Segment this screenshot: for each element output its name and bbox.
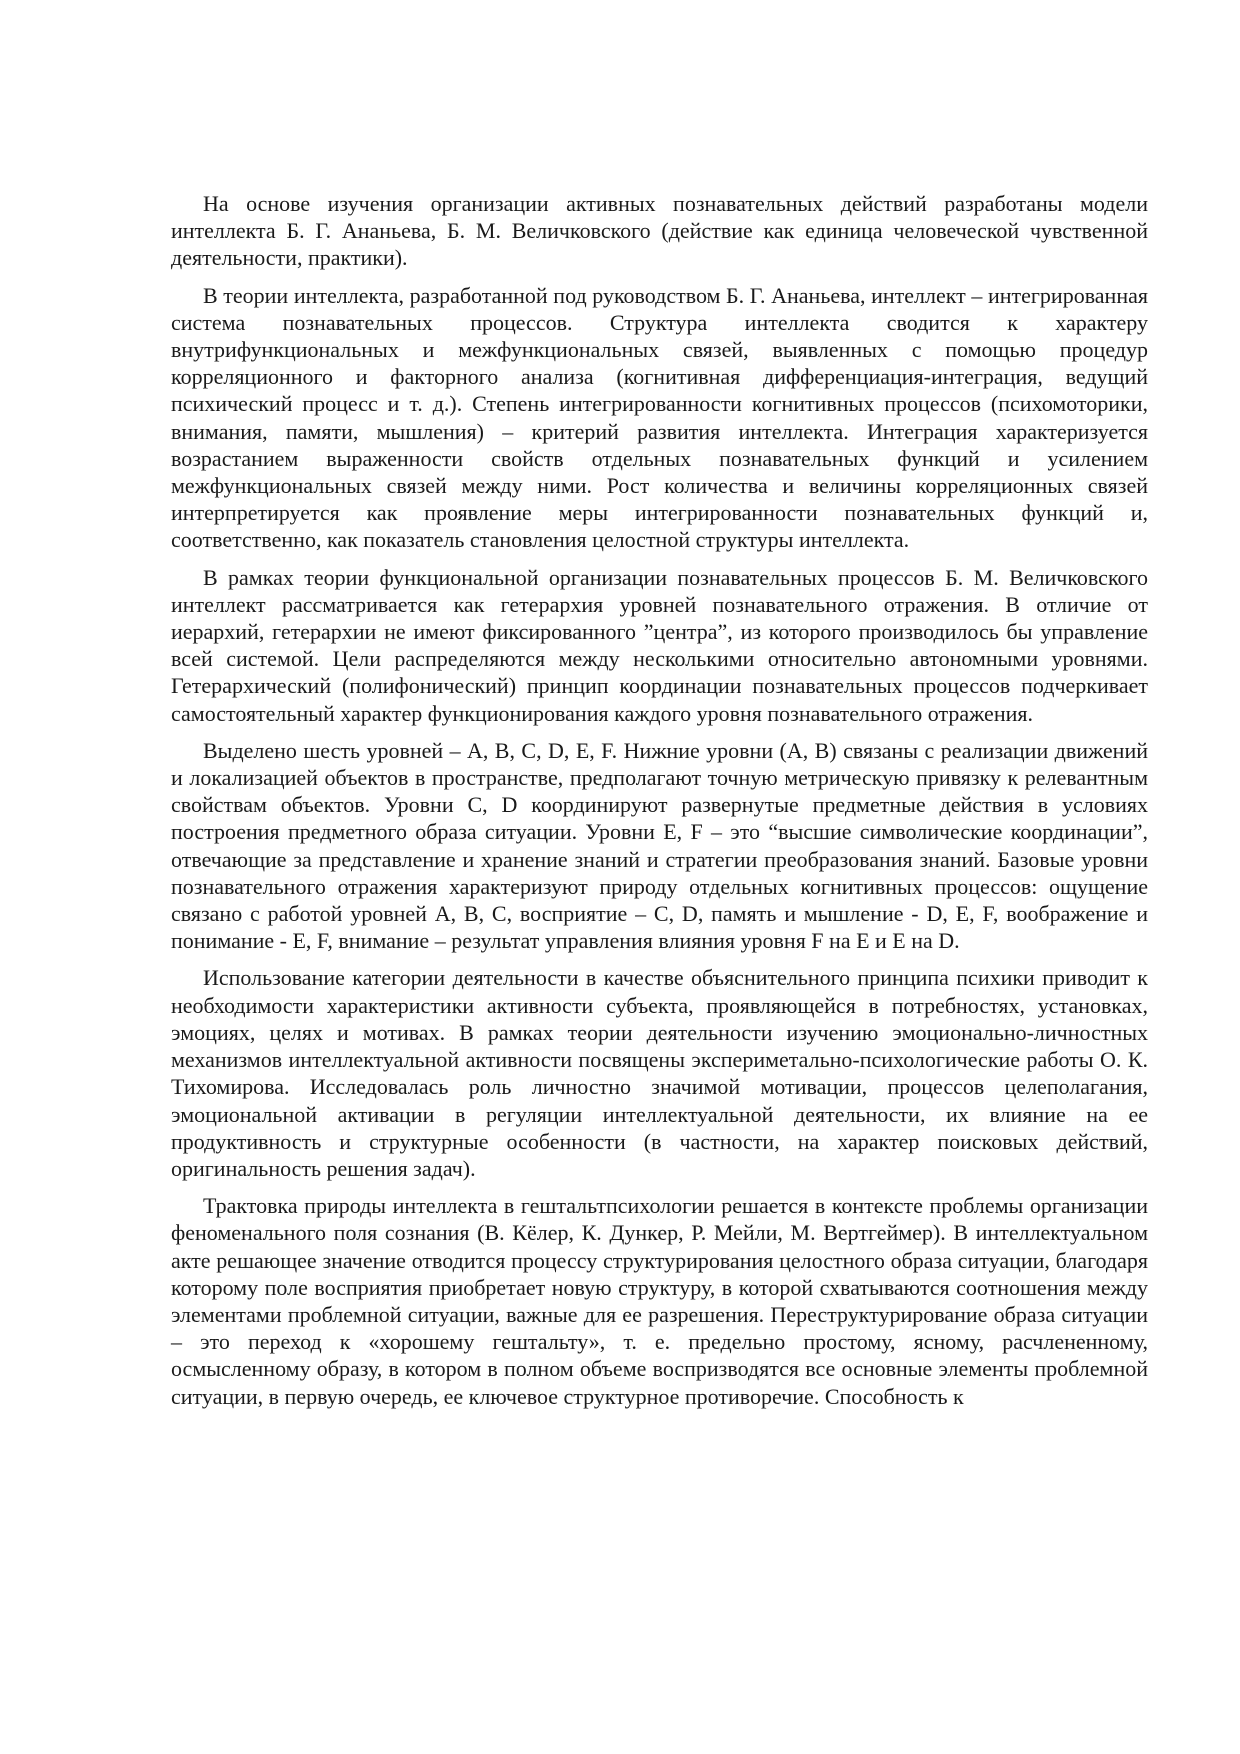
paragraph-3: В рамках теории функциональной организации познавательных процессов Б. М. Величковского интеллект рассматривается как гетерархия уровней познавательного отражения. В отличие от иерархий, гетерархии не имеют фиксированного ”центра”, из которого производилось бы управление всей системой. Цели распределяются между несколькими относительно автономными уровнями. Гетерархический (полифонический) принцип координации познавательных процессов подчеркивает самостоятельный характер функционирования каждого уровня познавательного отражения. [171,564,1148,726]
paragraph-4: Выделено шесть уровней – А, В, С, D, Е, F. Нижние уровни (А, В) связаны с реализации движений и локализацией объектов в пространстве, предполагают точную метрическую привязку к релевантным свойствам объектов. Уровни С, D координируют развернутые предметные действия в условиях построения предметного образа ситуации. Уровни E, F – это “высшие символические координации”, отвечающие за представление и хранение знаний и стратегии преобразования знаний. Базовые уровни познавательного отражения характеризуют природу отдельных когнитивных процессов: ощущение связано с работой уровней А, В, С, восприятие – С, D, память и мышление - D, Е, F, воображение и понимание - Е, F, внимание – результат управления влияния уровня F на Е и Е на D. [171,737,1148,954]
paragraph-1: На основе изучения организации активных познавательных действий разработаны модели интеллекта Б. Г. Ананьева, Б. М. Величковского (действие как единица человеческой чувственной деятельности, практики). [171,191,1148,271]
paragraph-5: Использование категории деятельности в качестве объяснительного принципа психики приводит к необходимости характеристики активности субъекта, проявляющейся в потребностях, установках, эмоциях, целях и мотивах. В рамках теории деятельности изучению эмоционально-личностных механизмов интеллектуальной активности посвящены эксперимeтально-психологические работы О. К. Тихомирова. Исследовалась роль личностно значимой мотивации, процессов целеполагания, эмоциональной активации в регуляции интеллектуальной деятельности, их влияние на ее продуктивность и структурные особенности (в частности, на характер поисковых действий, оригинальность решения задач). [171,965,1148,1181]
document-body [171,190,1148,1420]
paragraph-6: Трактовка природы интеллекта в гештальтпсихологии решается в контексте проблемы организации феноменального поля сознания (В. Кёлер, К. Дункер, Р. Мейли, М. Вертгеймер). В интеллектуальном акте решающее значение отводится процессу структурирования целостного образа ситуации, благодаря которому поле восприятия приобретает новую структуру, в которой схватываются соотношения между элементами проблемной ситуации, важные для ее разрешения. Переструктурирование образа ситуации – это переход к «хорошему гештальту», т. е. предельно простому, ясному, расчлененному, осмысленному образу, в котором в полном объеме воспризводятся все основные элементы проблемной ситуации, в первую очередь, ее ключевое структурное противоречие. Способность к [171,1193,1148,1409]
paragraph-2: В теории интеллекта, разработанной под руководством Б. Г. Ананьева, интеллект – интегрированная система познавательных процессов. Структура интеллекта сводится к характеру внутрифункциональных и межфункциональных связей, выявленных с помощью процедур корреляционного и факторного анализа (когнитивная дифференциация-интеграция, ведущий психический процесс и т. д.). Степень интегрированности когнитивных процессов (психомоторики, внимания, памяти, мышления) – критерий развития интеллекта. Интеграция характеризуется возрастанием выраженности свойств отдельных познавательных функций и усилением межфункциональных связей между ними. Рост количества и величины корреляционных связей интерпретируется как проявление меры интегрированности познавательных функций и, соответственно, как показатель становления целостной структуры интеллекта. [171,282,1148,553]
